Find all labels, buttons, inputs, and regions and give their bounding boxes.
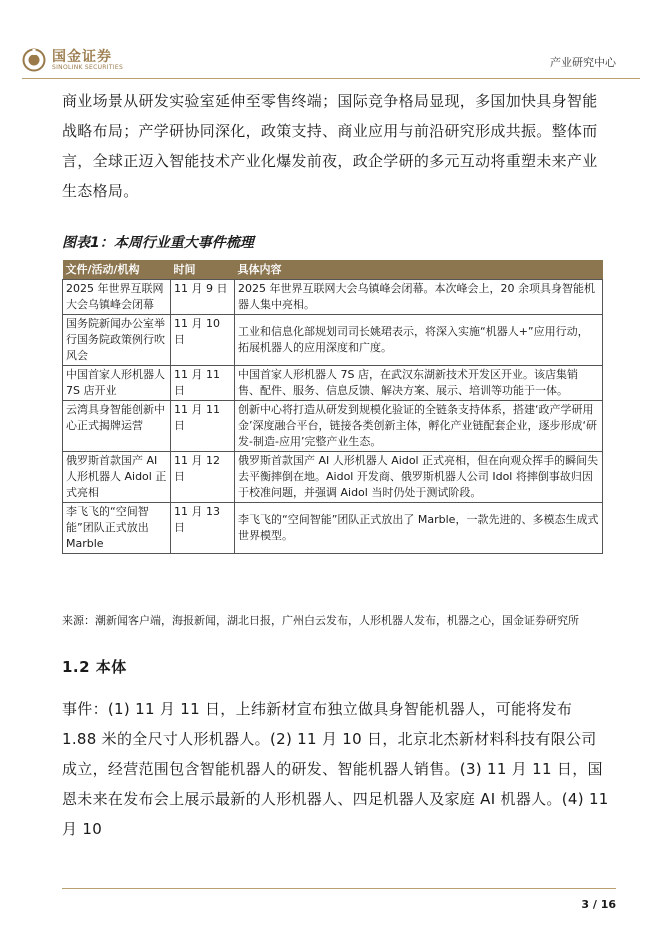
- brand-logo: [22, 46, 172, 74]
- brand-name-en: SINOLINK SECURITIES: [52, 64, 124, 71]
- cell-date: 11 月 11 日: [171, 401, 235, 452]
- table-header-row: [63, 260, 603, 280]
- col-header-content: 具体内容: [235, 260, 603, 280]
- cell-date: 11 月 9 日: [171, 280, 235, 315]
- cell-content: 中国首家人形机器人 7S 店，在武汉东湖新技术开发区开业。该店集销售、配件、服务、信息反馈、解决方案、展示、培训等功能于一体。: [235, 366, 603, 401]
- table-row: [63, 401, 603, 452]
- cell-content: 俄罗斯首款国产 AI 人形机器人 Aidol 正式亮相，但在向观众挥手的瞬间失去平衡摔倒在地。Aidol 开发商、俄罗斯机器人公司 Idol 将摔倒事故归因于校准问题，并强调 Aidol 当时仍处于测试阶段。: [235, 452, 603, 503]
- cell-content: 2025 年世界互联网大会乌镇峰会闭幕。本次峰会上，20 余项具身智能机器人集中亮相。: [235, 280, 603, 315]
- table-row: [63, 366, 603, 401]
- cell-date: 11 月 13 日: [171, 503, 235, 554]
- cell-org: 2025 年世界互联网大会乌镇峰会闭幕: [63, 280, 171, 315]
- intro-text: 商业场景从研发实验室延伸至零售终端；国际竞争格局显现，多国加快具身智能战略布局；产学研协同深化，政策支持、商业应用与前沿研究形成共振。整体而言，全球正迈入智能技术产业化爆发前夜，政企学研的多元互动将重塑未来产业生态格局。: [62, 92, 598, 200]
- figure-title: 图表1：本周行业重大事件梳理: [62, 235, 254, 251]
- intro-paragraph: [62, 86, 610, 206]
- cell-org: 李飞飞的“空间智能”团队正式放出 Marble: [63, 503, 171, 554]
- department-label: 产业研究中心: [550, 56, 616, 69]
- cell-content: 工业和信息化部规划司司长姚珺表示，将深入实施“机器人+”应用行动，拓展机器人的应用深度和广度。: [235, 315, 603, 366]
- table-row: [63, 280, 603, 315]
- table-row: [63, 503, 603, 554]
- cell-date: 11 月 11 日: [171, 366, 235, 401]
- cell-org: 中国首家人形机器人 7S 店开业: [63, 366, 171, 401]
- sinolink-logo-icon: [22, 48, 46, 72]
- cell-content: 李飞飞的“空间智能”团队正式放出了 Marble，一款先进的、多模态生成式世界模型。: [235, 503, 603, 554]
- cell-date: 11 月 10 日: [171, 315, 235, 366]
- cell-org: 云湾具身智能创新中心正式揭牌运营: [63, 401, 171, 452]
- section-heading: 1.2 本体: [62, 658, 127, 676]
- table-row: [63, 315, 603, 366]
- footer-divider: [62, 888, 616, 889]
- table-row: [63, 452, 603, 503]
- figure-source: 来源：潮新闻客户端，海报新闻，湖北日报，广州白云发布，人形机器人发布，机器之心，国金证券研究所: [62, 614, 579, 627]
- cell-content: 创新中心将打造从研发到规模化验证的全链条支持体系，搭建‘政产学研用金’深度融合平台，链接各类创新主体，孵化产业链配套企业，逐步形成‘研发-制造-应用’完整产业生态。: [235, 401, 603, 452]
- brand-name-cn: 国金证券: [52, 49, 112, 65]
- page-number: 3 / 16: [581, 898, 616, 911]
- section-paragraph: [62, 694, 610, 844]
- col-header-date: 时间: [171, 260, 235, 280]
- col-header-org: 文件/活动/机构: [63, 260, 171, 280]
- section-body-text: 事件：(1) 11 月 11 日，上纬新材宣布独立做具身智能机器人，可能将发布 1.88 米的全尺寸人形机器人。(2) 11 月 10 日，北京北杰新材料科技有限公司成立，经营范围包含智能机器人的研发、智能机器人销售。(3) 11 月 11 日，国恩未来在发布会上展示最新的人形机器人、四足机器人及家庭 AI 机器人。(4) 11 月 10: [62, 700, 609, 838]
- cell-date: 11 月 12 日: [171, 452, 235, 503]
- header-divider: [22, 78, 640, 79]
- cell-org: 俄罗斯首款国产 AI 人形机器人 Aidol 正式亮相: [63, 452, 171, 503]
- events-table: [62, 260, 603, 554]
- cell-org: 国务院新闻办公室举行国务院政策例行吹风会: [63, 315, 171, 366]
